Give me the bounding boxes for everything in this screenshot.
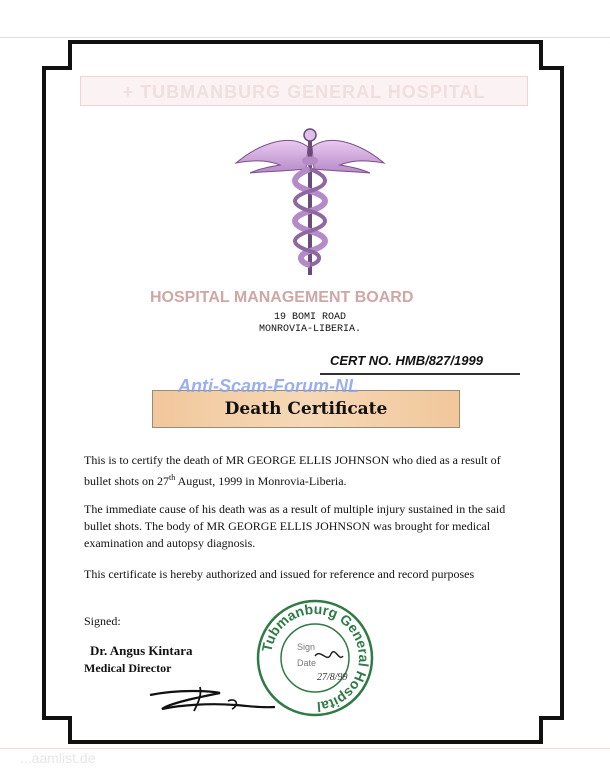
doctor-title: Medical Director <box>84 661 172 675</box>
certificate-number-underline <box>320 373 520 375</box>
paragraph-1-superscript: th <box>169 473 176 482</box>
paragraph-authorization: This certificate is hereby authorized and issued for reference and record purposes <box>84 567 475 581</box>
paragraph-1-part-1: This is to certify the death of MR GEORGE ELLIS JOHNSON who died as a result of bullet shots on 27 <box>84 453 501 488</box>
address-line-1: 19 BOMI ROAD <box>273 312 346 323</box>
stamp-sign-label: Sign <box>297 642 316 652</box>
top-rule <box>0 37 610 38</box>
doctor-name: Dr. Angus Kintara <box>90 643 193 658</box>
hospital-banner <box>80 76 528 106</box>
certificate-number: CERT NO. HMB/827/1999 <box>330 353 483 368</box>
anti-scam-watermark: Anti-Scam-Forum-NL <box>178 376 359 396</box>
signed-label: Signed: <box>84 614 121 628</box>
board-title: HOSPITAL MANAGEMENT BOARD <box>150 289 414 306</box>
certificate-title: Death Certificate <box>224 399 388 419</box>
hospital-banner-text: + TUBMANBURG GENERAL HOSPITAL <box>122 82 486 102</box>
stamp-ring-text: Tubmanburg General Hospital <box>258 600 373 715</box>
caduceus-icon <box>230 125 390 280</box>
paragraph-1-part-2: August, 1999 in Monrovia-Liberia. <box>175 474 347 488</box>
footer-watermark: ...aamlist.de <box>20 750 96 766</box>
paragraph-death-statement <box>84 452 524 490</box>
bottom-rule <box>0 748 610 749</box>
hospital-stamp <box>255 598 375 718</box>
stamp-date-value: 27/8/99 <box>317 672 348 683</box>
stamp-signature-scribble <box>315 652 343 658</box>
address-line-2: MONROVIA-LIBERIA. <box>258 324 362 335</box>
stamp-date-label: Date <box>297 658 317 668</box>
paragraph-cause-of-death: The immediate cause of his death was as a result of multiple injury sustained in the said bullet shots. The body of MR GEORGE ELLIS JOHNSON was brought for medical examination and autopsy diagnosis. <box>84 502 506 550</box>
